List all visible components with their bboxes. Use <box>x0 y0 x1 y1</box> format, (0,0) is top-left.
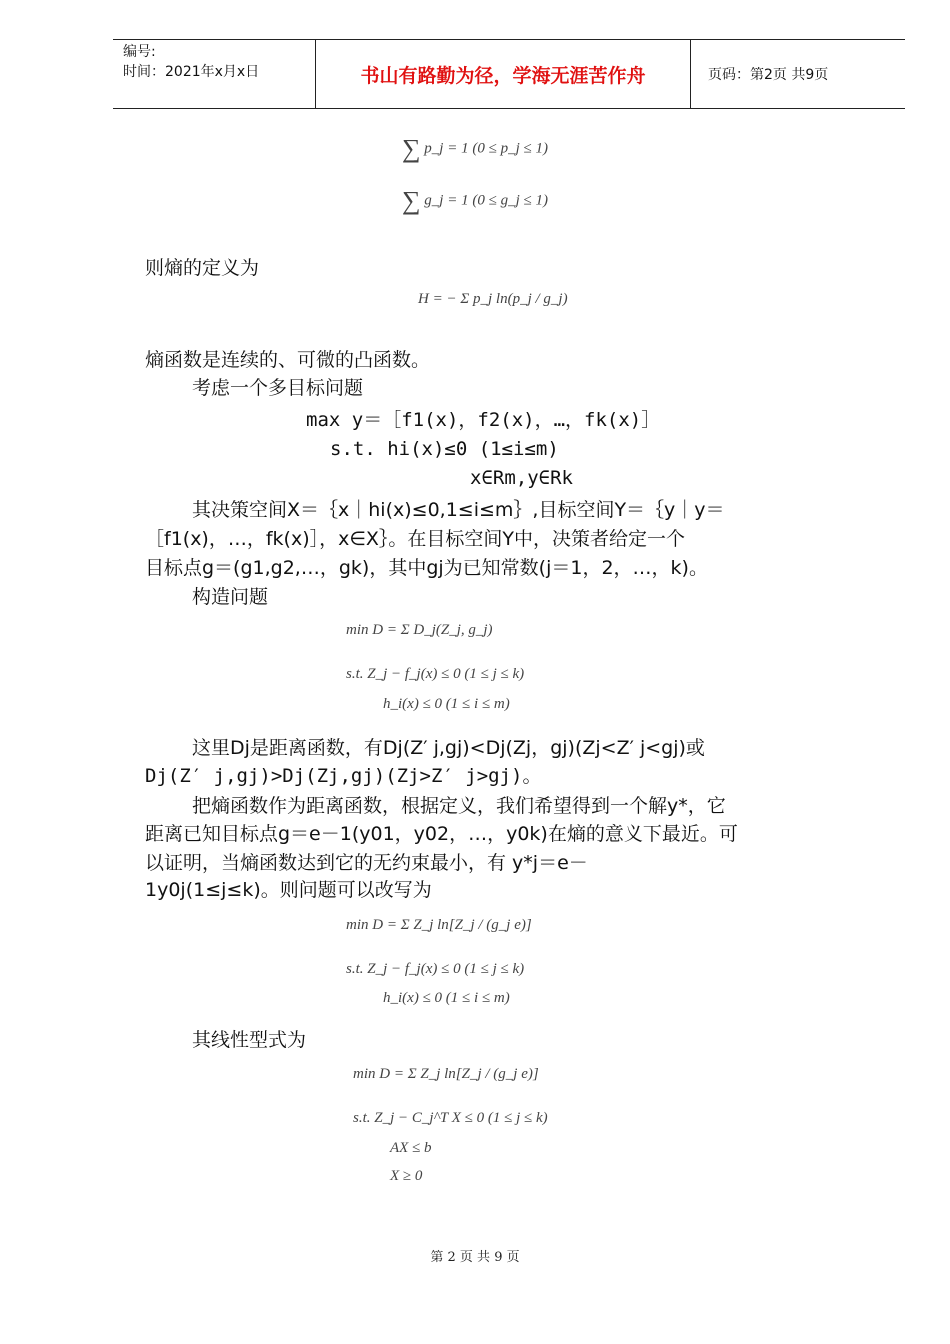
text-line: 1y0j(1≤j≤k)。则问题可以改写为 <box>145 879 432 901</box>
equation-problem3-constraint: AX ≤ b <box>390 1140 432 1156</box>
number-label: 编号: <box>123 44 156 60</box>
header-slogan: 书山有路勤为径，学海无涯苦作舟 <box>360 64 646 87</box>
equation-problem1-constraint: h_i(x) ≤ 0 (1 ≤ i ≤ m) <box>383 696 510 712</box>
text-line: max y＝［f1(x)，f2(x)，…，fk(x)］ <box>306 409 661 431</box>
equation-problem1-objective: min D = Σ D_j(Z_j, g_j) <box>346 622 493 638</box>
page-footer: 第 2 页 共 9 页 <box>430 1250 520 1265</box>
time-label: 时间：2021年x月x日 <box>123 64 260 80</box>
equation-problem2-constraint: h_i(x) ≤ 0 (1 ≤ i ≤ m) <box>383 990 510 1006</box>
equation-problem3-constraint: s.t. Z_j − C_j^T X ≤ 0 (1 ≤ j ≤ k) <box>353 1110 548 1126</box>
text-line: 其决策空间X＝｛x｜hi(x)≤0,1≤i≤m｝,目标空间Y＝｛y｜y＝ <box>192 499 725 521</box>
text-line: 则熵的定义为 <box>145 257 260 279</box>
equation-entropy: H = − Σ p_j ln(p_j / g_j) <box>418 291 568 307</box>
equation-problem2-constraint: s.t. Z_j − f_j(x) ≤ 0 (1 ≤ j ≤ k) <box>346 961 525 977</box>
text-line: 目标点g＝(g1,g2,…，gk)，其中gj为已知常数(j＝1，2，…，k)。 <box>145 557 708 579</box>
text-line: 这里Dj是距离函数，有Dj(Z′ j,gj)<Dj(Zj，gj)(Zj<Z′ j<gj)或 <box>192 737 705 759</box>
text-line: 把熵函数作为距离函数，根据定义，我们希望得到一个解y*，它 <box>192 795 726 817</box>
equation-problem3-constraint: X ≥ 0 <box>390 1168 423 1184</box>
equation-problem1-constraint: s.t. Z_j − f_j(x) ≤ 0 (1 ≤ j ≤ k) <box>346 666 525 682</box>
text-line: 距离已知目标点g＝e－1(y01，y02，…，y0k)在熵的意义下最近。可 <box>145 823 738 845</box>
text-line: 构造问题 <box>192 586 269 608</box>
text-line: Dj(Z′ j,gj)>Dj(Zj,gj)(Zj>Z′ j>gj)。 <box>145 765 542 787</box>
equation-sum-g: ∑ g_j = 1 (0 ≤ g_j ≤ 1) <box>402 186 548 215</box>
header-divider <box>690 40 691 108</box>
header-meta <box>113 40 315 108</box>
text-line: 熵函数是连续的、可微的凸函数。 <box>145 349 431 371</box>
text-line: s.t. hi(x)≤0 (1≤i≤m) <box>330 438 559 460</box>
text-line: x∈Rm,y∈Rk <box>470 467 573 489</box>
text-line: ［f1(x)，…，fk(x)］，x∈X｝。在目标空间Y中，决策者给定一个 <box>145 528 686 550</box>
page-header <box>113 39 905 109</box>
equation-sum-p: ∑ p_j = 1 (0 ≤ p_j ≤ 1) <box>402 134 548 163</box>
equation-problem2-objective: min D = Σ Z_j ln[Z_j / (g_j e)] <box>346 917 532 933</box>
equation-problem3-objective: min D = Σ Z_j ln[Z_j / (g_j e)] <box>353 1066 539 1082</box>
text-line: 其线性型式为 <box>192 1029 307 1051</box>
text-line: 以证明，当熵函数达到它的无约束最小，有 y*j＝e－ <box>145 852 588 874</box>
header-page-info: 页码：第2页 共9页 <box>708 67 829 83</box>
text-line: 考虑一个多目标问题 <box>192 377 364 399</box>
